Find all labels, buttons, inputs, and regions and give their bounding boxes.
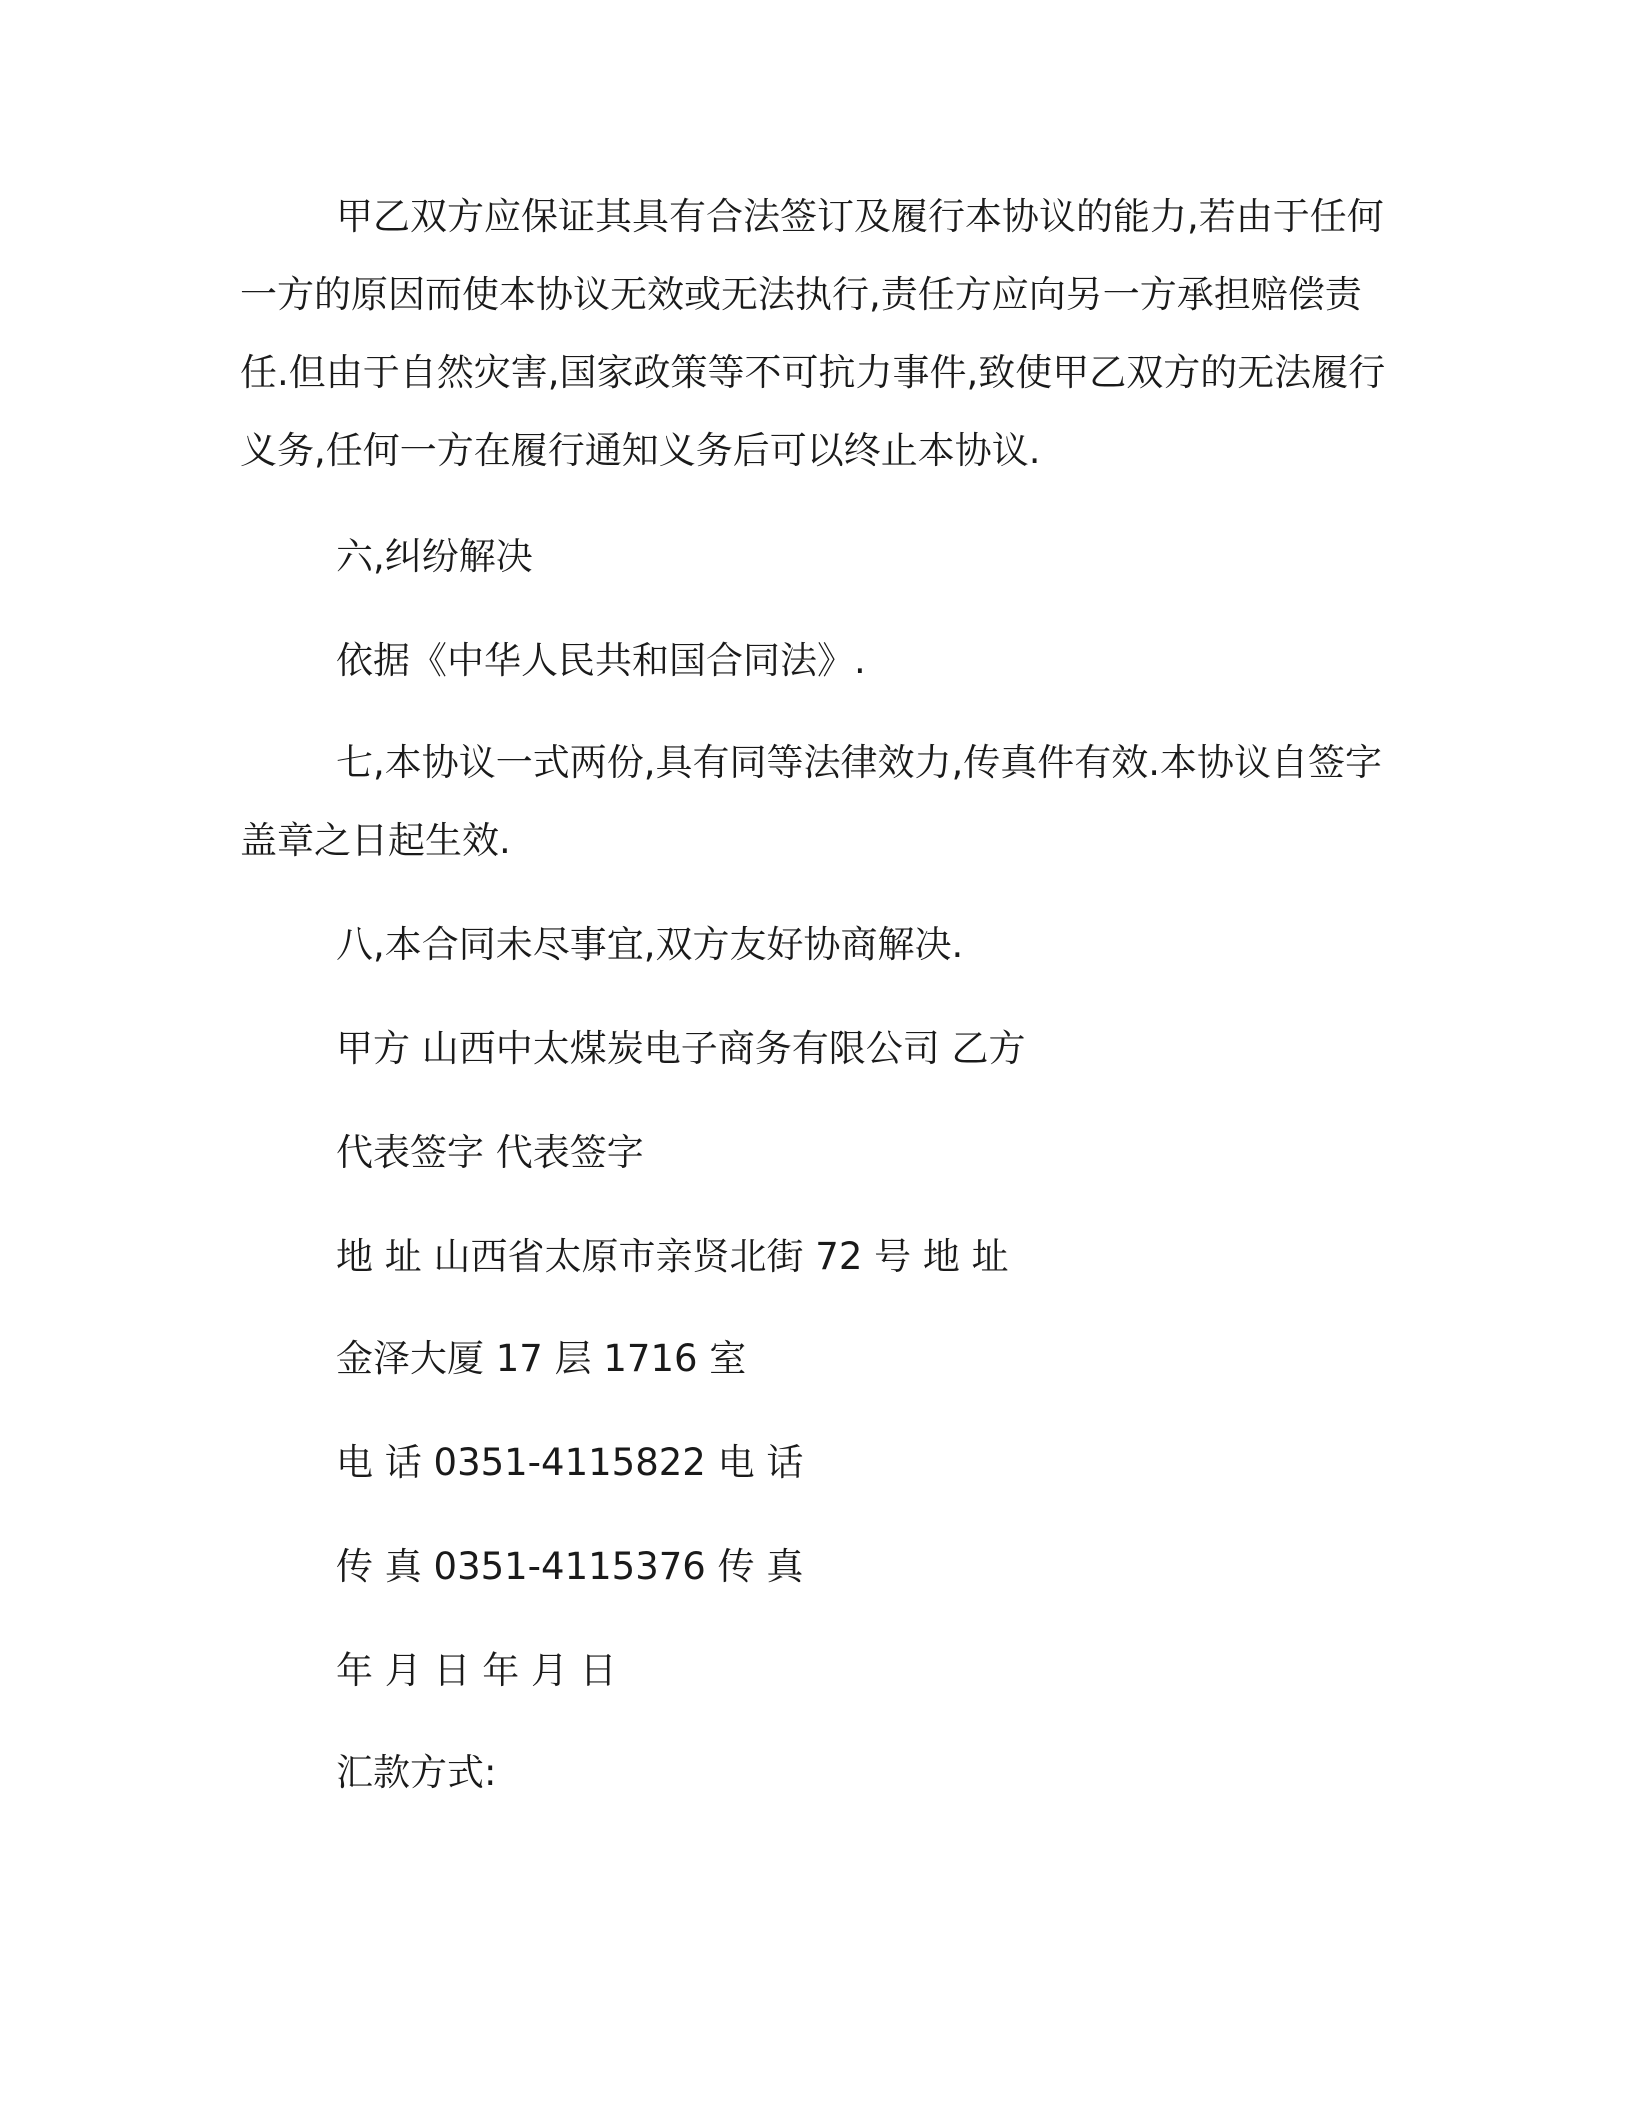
party-line: 甲方 山西中太煤炭电子商务有限公司 乙方 xyxy=(336,1027,1026,1070)
phone-line: 电 话 0351-4115822 电 话 xyxy=(336,1441,804,1484)
section-7-paragraph: 七,本协议一式两份,具有同等法律效力,传真件有效.本协议自签字盖章之日起生效. xyxy=(240,741,1383,862)
paragraph-capacity-liability: 甲乙双方应保证其具有合法签订及履行本协议的能力,若由于任何一方的原因而使本协议无效或无法执行,责任方应向另一方承担赔偿责任.但由于自然灾害,国家政策等不可抗力事件,致使甲乙双方的无法履行义务,任何一方在履行通知义务后可以终止本协议. xyxy=(240,195,1386,472)
section-6-title: 六,纠纷解决 xyxy=(336,535,533,578)
section-8-line: 八,本合同未尽事宜,双方友好协商解决. xyxy=(336,923,964,966)
date-line: 年 月 日 年 月 日 xyxy=(336,1649,617,1692)
section-6-body: 依据《中华人民共和国合同法》. xyxy=(336,639,866,682)
payment-method-line: 汇款方式: xyxy=(336,1751,497,1794)
signature-line: 代表签字 代表签字 xyxy=(336,1131,644,1174)
address-line: 地 址 山西省太原市亲贤北街 72 号 地 址 xyxy=(336,1235,1009,1278)
fax-line: 传 真 0351-4115376 传 真 xyxy=(336,1545,804,1588)
address-line-2: 金泽大厦 17 层 1716 室 xyxy=(336,1337,747,1380)
